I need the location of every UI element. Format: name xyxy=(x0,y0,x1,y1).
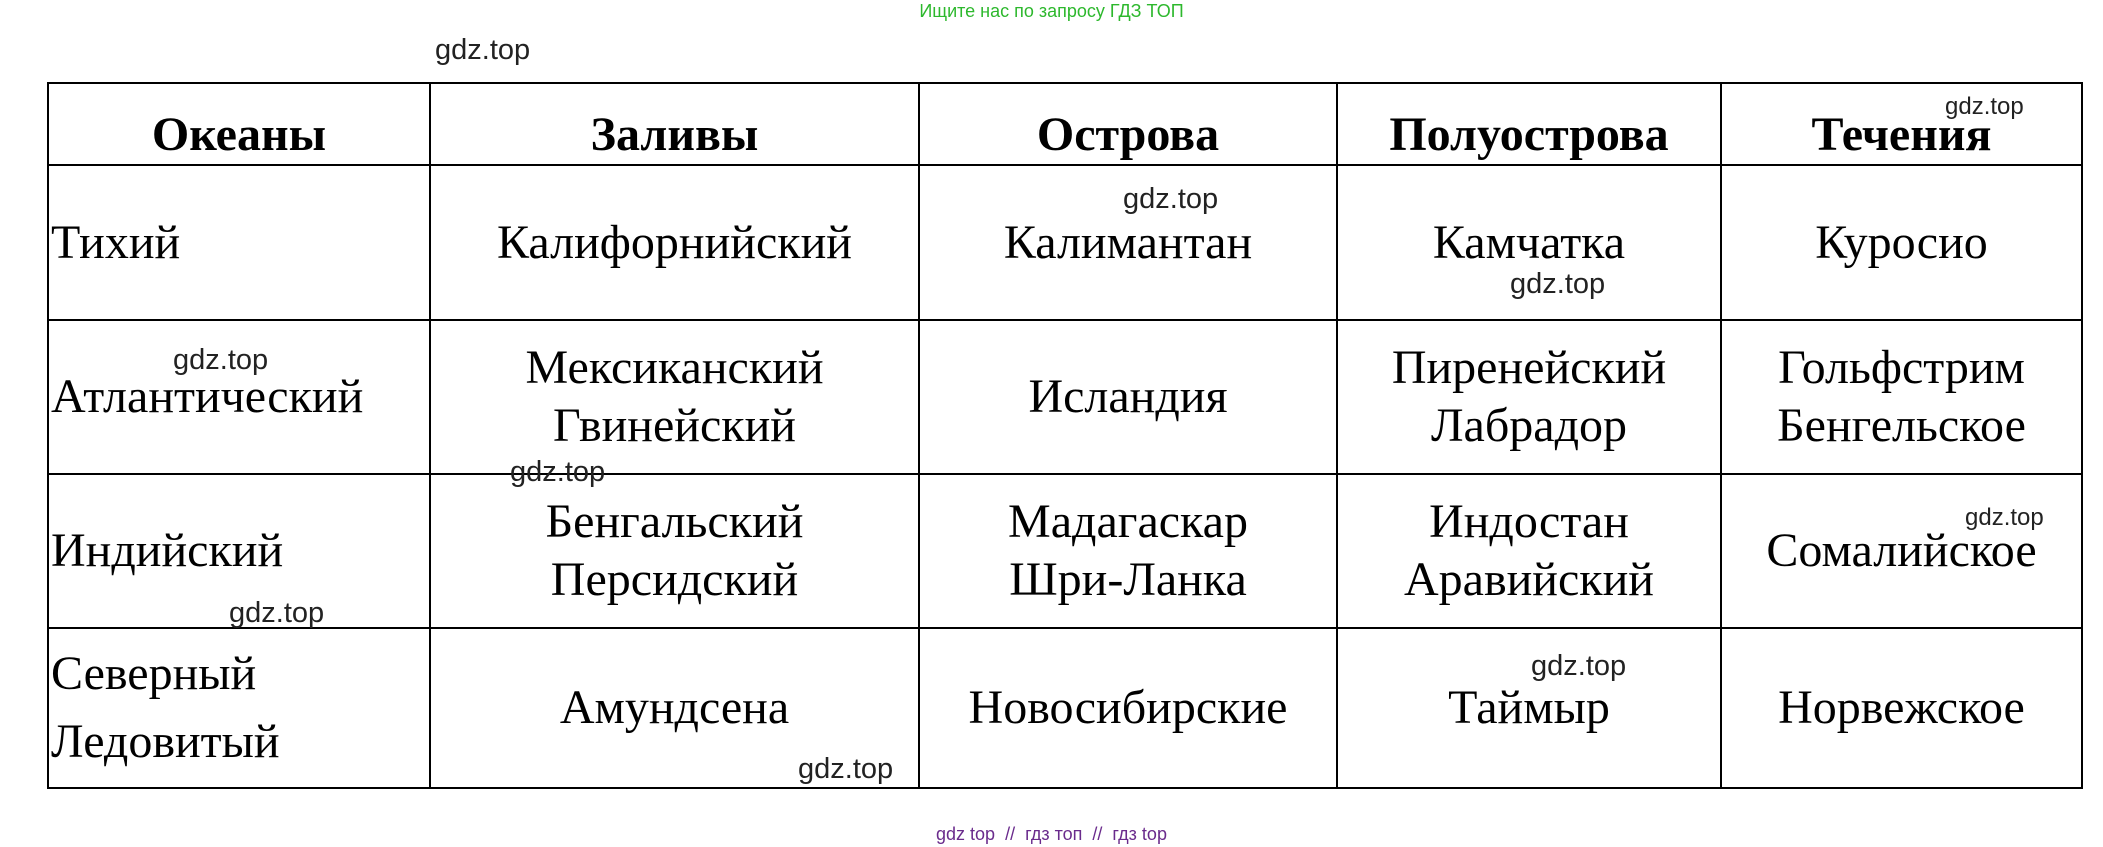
cell-text: Пиренейский xyxy=(1391,341,1667,394)
watermark: gdz.top xyxy=(1123,183,1219,215)
cell-text: Индостан xyxy=(1429,495,1629,548)
watermark: gdz.top xyxy=(510,456,606,488)
peninsulas-cell xyxy=(1337,320,1721,474)
header-peninsulas: Полуострова xyxy=(1337,83,1721,165)
cell-text: Куросио xyxy=(1815,215,1988,269)
cell-text: Камчатка xyxy=(1432,215,1626,269)
header-oceans: Океаны xyxy=(48,83,430,165)
footer-links xyxy=(0,823,2103,845)
islands-cell xyxy=(919,474,1337,628)
cell-text: Калифорнийский xyxy=(497,215,852,269)
header-islands: Острова xyxy=(919,83,1337,165)
cell-text: Мадагаскар xyxy=(1008,495,1248,548)
currents-cell xyxy=(1721,320,2082,474)
peninsulas-cell xyxy=(1337,628,1721,788)
cell-text: Новосибирские xyxy=(968,681,1288,734)
currents-cell xyxy=(1721,474,2082,628)
cell-text: Лабрадор xyxy=(1430,399,1627,452)
bays-cell xyxy=(430,474,919,628)
cell-text: Шри-Ланка xyxy=(1009,553,1247,606)
cell-text: Индийский xyxy=(51,524,284,577)
cell-text: Аравийский xyxy=(1403,553,1654,606)
peninsulas-cell xyxy=(1337,474,1721,628)
header-bays: Заливы xyxy=(430,83,919,165)
watermark: gdz.top xyxy=(229,597,325,629)
cell-text: Атлантический xyxy=(51,370,364,423)
currents-cell xyxy=(1721,165,2082,320)
cell-text: Бенгальский xyxy=(545,495,804,548)
footer-link[interactable]: gdz top xyxy=(936,824,996,844)
watermark: gdz.top xyxy=(1531,650,1627,682)
cell-text: Амундсена xyxy=(559,681,790,734)
footer-separator: // xyxy=(1005,824,1016,844)
cell-text: Мексиканский xyxy=(525,341,824,394)
geography-table xyxy=(47,82,2083,789)
bays-cell xyxy=(430,320,919,474)
watermark: gdz.top xyxy=(798,753,894,785)
ocean-cell xyxy=(48,628,430,788)
table-row xyxy=(48,628,2082,788)
footer-separator: // xyxy=(1092,824,1103,844)
islands-cell xyxy=(919,628,1337,788)
watermark: gdz.top xyxy=(1945,93,2024,120)
table-row xyxy=(48,474,2082,628)
cell-text: Норвежское xyxy=(1778,681,2025,734)
bays-cell xyxy=(430,165,919,320)
header-currents: Течения xyxy=(1721,83,2082,165)
cell-text: Ледовитый xyxy=(51,715,280,768)
footer-link[interactable]: гдз топ xyxy=(1025,824,1083,844)
watermark: gdz.top xyxy=(173,344,269,376)
cell-text: Сомалийское xyxy=(1766,524,2037,577)
islands-cell xyxy=(919,320,1337,474)
cell-text: Северный xyxy=(51,647,257,700)
cell-text: Бенгельское xyxy=(1777,399,2026,452)
cell-text: Гольфстрим xyxy=(1778,341,2025,394)
cell-text: Таймыр xyxy=(1448,681,1610,734)
cell-text: Тихий xyxy=(51,215,181,269)
watermark: gdz.top xyxy=(1965,504,2044,531)
cell-text: Калимантан xyxy=(1003,215,1253,269)
table-row xyxy=(48,165,2082,320)
footer-link[interactable]: гдз top xyxy=(1112,824,1167,844)
table-row xyxy=(48,320,2082,474)
header-row xyxy=(48,83,2082,165)
watermark: gdz.top xyxy=(435,34,531,66)
watermark: gdz.top xyxy=(1510,268,1606,300)
top-banner: Ищите нас по запросу ГДЗ ТОП xyxy=(919,1,1184,21)
cell-text: Персидский xyxy=(550,553,799,606)
cell-text: Исландия xyxy=(1028,370,1228,423)
cell-text: Гвинейский xyxy=(553,399,796,452)
ocean-cell xyxy=(48,165,430,320)
currents-cell xyxy=(1721,628,2082,788)
